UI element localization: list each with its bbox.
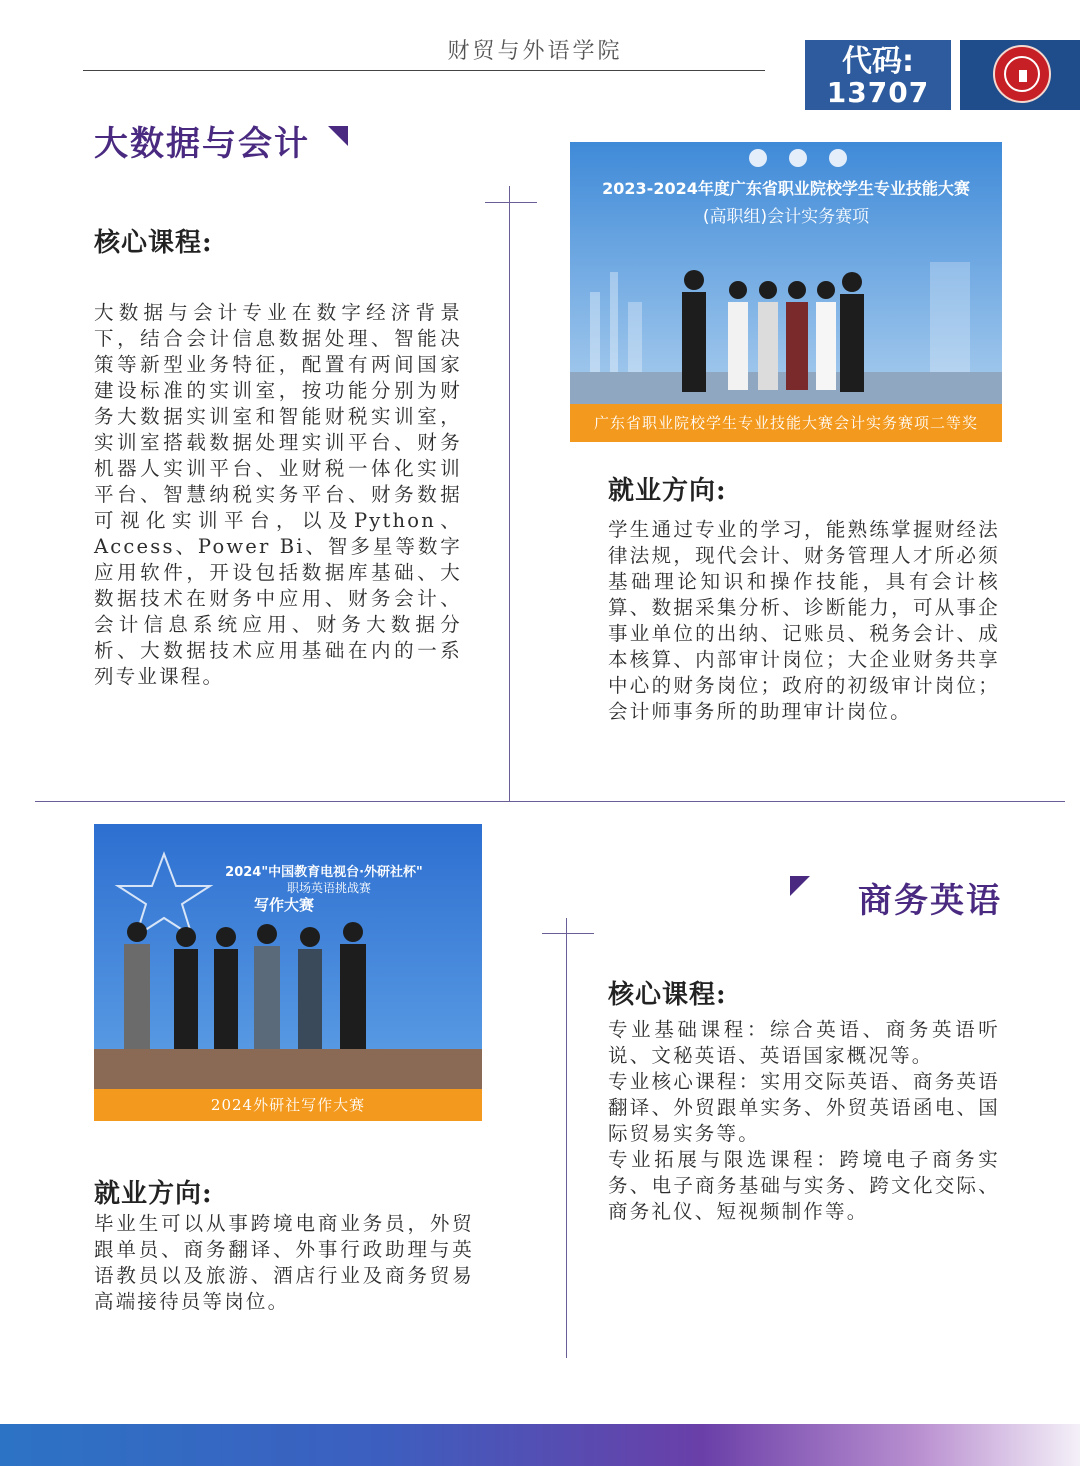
code-number: 13707	[826, 76, 930, 109]
college-name: 财贸与外语学院	[447, 39, 623, 64]
section-divider	[35, 801, 1065, 802]
cross-tick	[542, 933, 594, 934]
core-courses-heading: 核心课程:	[94, 228, 213, 258]
core-courses-text: 大数据与会计专业在数字经济背景下，结合会计信息数据处理、智能决策等新型业务特征，配置有两间国家建设标准的实训室，按功能分别为财务大数据实训室和智能财税实训室，实训室搭载数据处理实训平台、财务机器人实训平台、业财税一体化实训平台、智慧纳税实务平台、财务数据可视化实训平台，以及Python、Access、Power Bi、智多星等数字应用软件，开设包括数据库基础、大数据技术在财务中应用、财务会计、会计信息系统应用、财务大数据分析、大数据技术应用基础在内的一系列专业课程。	[94, 301, 462, 688]
photo1-banner-line1: 2023-2024年度广东省职业院校学生专业技能大赛	[602, 179, 970, 198]
photo1-caption: 广东省职业院校学生专业技能大赛会计实务赛项二等奖	[570, 404, 1002, 442]
cross-tick	[485, 202, 537, 203]
school-seal-icon	[993, 45, 1051, 103]
core-course-basic: 专业基础课程：综合英语、商务英语听说、文秘英语、英语国家概况等。	[608, 1018, 1000, 1067]
footer-gradient-bar	[0, 1424, 1080, 1466]
corner-triangle-icon	[328, 126, 348, 146]
code-label: 代码:	[842, 44, 914, 79]
core-courses-heading: 核心课程:	[608, 980, 727, 1010]
career-text: 学生通过专业的学习，能熟练掌握财经法律法规，现代会计、财务管理人才所必须基础理论知识和操作技能，具有会计核算、数据采集分析、诊断能力，可从事企事业单位的出纳、记账员、税务会计、成本核算、内部审计岗位；大企业财务共享中心的财务岗位；政府的初级审计岗位；会计师事务所的助理审计岗位。	[608, 518, 1000, 723]
photo1-banner-line2: (高职组)会计实务赛项	[702, 207, 870, 227]
competition-photo-accounting	[570, 142, 1002, 404]
photo2-banner-line3: 写作大赛	[253, 896, 315, 914]
vertical-divider	[509, 186, 510, 801]
core-course-elective: 专业拓展与限选课程：跨境电子商务实务、电子商务基础与实务、跨文化交际、商务礼仪、短视频制作等。	[608, 1148, 1000, 1223]
photo2-banner-line2: 职场英语挑战赛	[286, 881, 372, 895]
program-code-badge	[805, 40, 951, 110]
photo2-banner-line1: 2024"中国教育电视台·外研社杯"	[225, 865, 423, 880]
section-title-business-english: 商务英语	[858, 881, 1002, 921]
school-logo	[960, 40, 1080, 110]
section-title-big-data-accounting: 大数据与会计	[94, 124, 310, 164]
core-course-major: 专业核心课程：实用交际英语、商务英语翻译、外贸跟单实务、外贸英语函电、国际贸易实务等。	[608, 1070, 1000, 1145]
header-rule	[83, 70, 765, 71]
career-heading: 就业方向:	[608, 476, 727, 506]
competition-photo-english	[94, 824, 482, 1089]
corner-triangle-icon	[790, 876, 810, 896]
photo2-caption: 2024外研社写作大赛	[94, 1089, 482, 1121]
career-heading: 就业方向:	[94, 1179, 213, 1209]
vertical-divider	[566, 918, 567, 1358]
core-courses-list	[608, 1017, 1000, 1225]
career-text: 毕业生可以从事跨境电商业务员，外贸跟单员、商务翻译、外事行政助理与英语教员以及旅游、酒店行业及商务贸易高端接待员等岗位。	[94, 1212, 474, 1313]
